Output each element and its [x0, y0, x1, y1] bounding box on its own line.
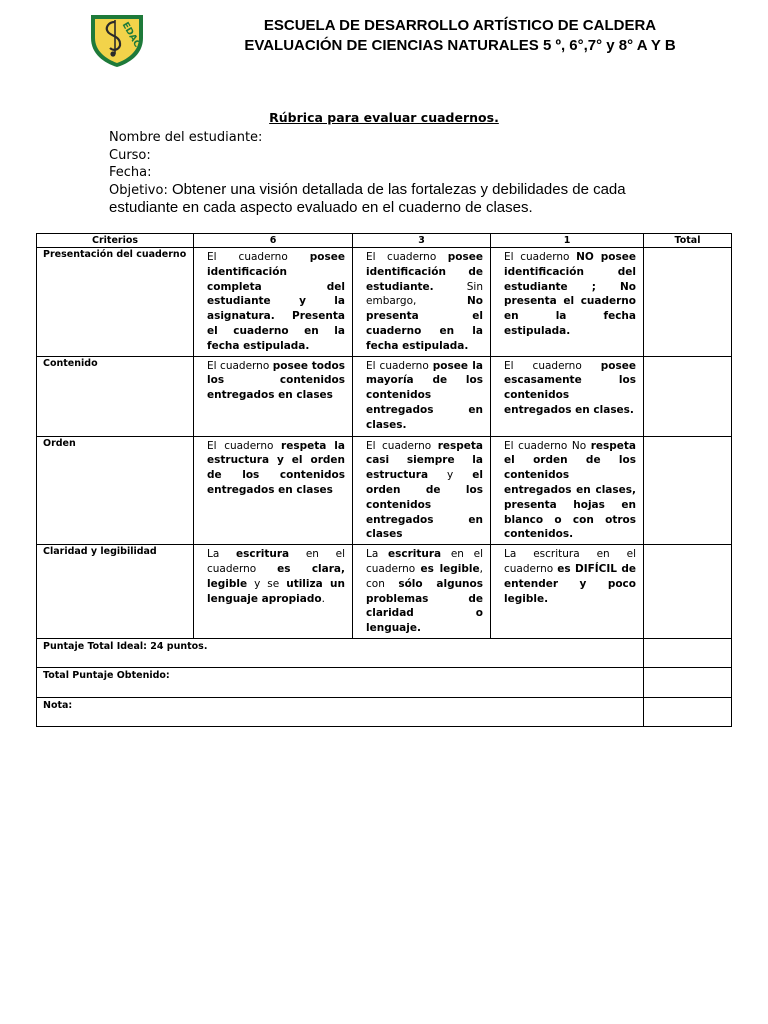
- header-total: Total: [644, 234, 732, 248]
- plain-text: La escritura en el cuaderno: [504, 548, 636, 575]
- document-header: [200, 16, 720, 56]
- plain-text: La: [366, 548, 388, 561]
- total-cell: [644, 356, 732, 436]
- bold-text: respeta el orden de los contenidos entregados en clases, presenta hojas en blanco o con otros contenidos.: [504, 439, 636, 541]
- footer-row: [37, 638, 732, 667]
- plain-text: El cuaderno: [504, 251, 577, 263]
- plain-text: y: [428, 469, 473, 482]
- table-row: [37, 545, 732, 639]
- course-field: Curso:: [109, 148, 151, 163]
- plain-text: y se: [247, 577, 287, 590]
- plain-text: , con: [366, 562, 483, 590]
- plain-text: Sin embargo,: [366, 280, 483, 308]
- header-score-3: 3: [353, 234, 491, 248]
- bold-text: posee identificación completa del estudiante y la asignatura. Presenta el cuaderno en la fecha estipulada.: [207, 251, 345, 352]
- descriptor-cell: [491, 436, 644, 545]
- total-cell: [644, 545, 732, 639]
- plain-text: El cuaderno: [366, 439, 438, 452]
- descriptor-cell: [353, 356, 491, 436]
- bold-text: posee todos los contenidos entregados en clases: [207, 359, 345, 402]
- descriptor-cell: [353, 436, 491, 545]
- descriptor-cell: [353, 248, 491, 357]
- plain-text: en el cuaderno: [366, 548, 484, 575]
- descriptor-cell: [194, 356, 353, 436]
- descriptor-cell: [491, 248, 644, 357]
- school-crest-icon: [88, 12, 146, 68]
- plain-text: en el cuaderno: [207, 548, 346, 575]
- plain-text: El cuaderno: [366, 251, 448, 263]
- criterion-cell: Orden: [37, 436, 194, 545]
- table-row: [37, 356, 732, 436]
- criterion-cell: Presentación del cuaderno: [37, 248, 194, 357]
- plain-text: El cuaderno: [207, 439, 282, 452]
- plain-text: El cuaderno No: [504, 439, 591, 452]
- plain-text: El cuaderno: [504, 359, 601, 372]
- table-header-row: [37, 234, 732, 248]
- total-cell: [644, 436, 732, 545]
- rubric-table: [36, 233, 732, 727]
- objective: [109, 181, 649, 217]
- plain-text: La: [207, 548, 236, 561]
- bold-text: el orden de los contenidos entregados en clases: [366, 469, 483, 541]
- bold-text: es DIFÍCIL de entender y poco legible.: [504, 562, 636, 605]
- bold-text: es legible: [420, 562, 480, 575]
- bold-text: escritura: [387, 548, 442, 561]
- footer-row: [37, 667, 732, 697]
- table-row: [37, 436, 732, 545]
- total-cell: [644, 248, 732, 357]
- grade-value: [644, 697, 732, 726]
- descriptor-cell: [194, 545, 353, 639]
- plain-text: El cuaderno: [207, 359, 273, 372]
- student-name-field: Nombre del estudiante:: [109, 130, 263, 145]
- criterion-cell: Contenido: [37, 356, 194, 436]
- header-criterios: Criterios: [37, 234, 194, 248]
- plain-text: El cuaderno: [366, 359, 433, 372]
- rubric-title: Rúbrica para evaluar cuadernos.: [269, 110, 499, 125]
- header-score-6: 6: [194, 234, 353, 248]
- bold-text: es clara, legible: [207, 562, 345, 590]
- descriptor-cell: [353, 545, 491, 639]
- school-name: ESCUELA DE DESARROLLO ARTÍSTICO DE CALDERA: [263, 17, 657, 34]
- plain-text: .: [321, 592, 325, 605]
- obtained-score-value: [644, 667, 732, 697]
- bold-text: sólo algunos problemas de claridad o lenguaje.: [366, 577, 483, 635]
- bold-text: posee identificación de estudiante.: [366, 251, 483, 293]
- bold-text: utiliza un lenguaje apropiado: [207, 577, 345, 605]
- descriptor-cell: [194, 436, 353, 545]
- descriptor-cell: [491, 545, 644, 639]
- bold-text: respeta la estructura y el orden de los contenidos entregados en clases: [207, 439, 345, 496]
- bold-text: posee la mayoría de los contenidos entregados en clases.: [366, 359, 483, 431]
- date-field: Fecha:: [109, 165, 152, 180]
- bold-text: No presenta el cuaderno en la fecha estipulada.: [366, 295, 483, 352]
- header-score-1: 1: [491, 234, 644, 248]
- footer-row: [37, 697, 732, 726]
- grade-label: Nota:: [37, 697, 644, 726]
- bold-text: posee escasamente los contenidos entregados en clases.: [504, 359, 636, 416]
- ideal-score-label: Puntaje Total Ideal: 24 puntos.: [37, 638, 644, 667]
- objective-label: Objetivo:: [109, 183, 168, 198]
- ideal-score-value: [644, 638, 732, 667]
- bold-text: escritura: [235, 548, 290, 561]
- plain-text: El cuaderno: [207, 251, 310, 263]
- objective-text: Obtener una visión detallada de las fortalezas y debilidades de cada estudiante en cada aspecto evaluado en el cuaderno de clases.: [109, 181, 626, 216]
- table-row: [37, 248, 732, 357]
- evaluation-title: EVALUACIÓN DE CIENCIAS NATURALES 5 º, 6°,7° y 8° A Y B: [244, 37, 676, 54]
- bold-text: respeta casi siempre la estructura: [366, 439, 483, 482]
- criterion-cell: Claridad y legibilidad: [37, 545, 194, 639]
- descriptor-cell: [491, 356, 644, 436]
- descriptor-cell: [194, 248, 353, 357]
- bold-text: NO posee identificación del estudiante ; No presenta el cuaderno en la fecha estipulada.: [504, 251, 636, 337]
- obtained-score-label: Total Puntaje Obtenido:: [37, 667, 644, 697]
- svg-text:EDAC: EDAC: [119, 20, 142, 50]
